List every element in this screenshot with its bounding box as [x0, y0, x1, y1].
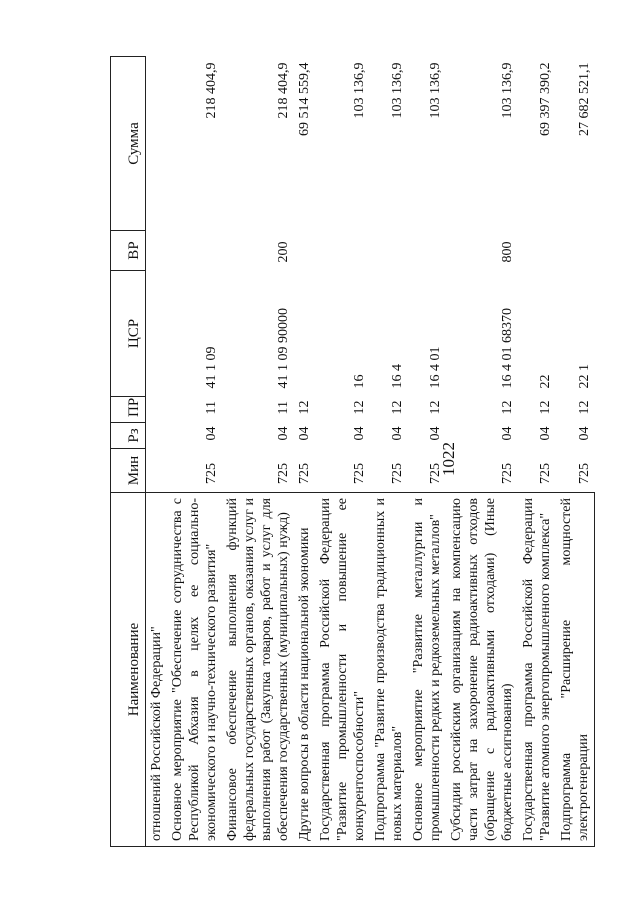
- row-csr: 16 4: [390, 364, 405, 389]
- row-vr: [370, 231, 408, 271]
- row-name: Государственная программа Российской Федерации "Развитие атомного энергопромышленного комплекса": [518, 493, 556, 847]
- row-sum: 218 404,9: [204, 62, 219, 119]
- row-rz: 04: [204, 426, 219, 441]
- row-vr: [315, 231, 370, 271]
- row-pr: [146, 397, 168, 423]
- row-vr: 200: [276, 241, 291, 263]
- row-name: Другие вопросы в области национальной экономики: [294, 493, 315, 847]
- row-name: отношений Российской Федерации": [146, 493, 168, 847]
- row-vr: 800: [500, 241, 515, 263]
- row-csr: 41 1 09 90000: [276, 308, 291, 389]
- row-csr: 16 4 01 68370: [500, 308, 515, 389]
- row-sum: 103 136,9: [428, 62, 443, 119]
- header-rz: Рз: [111, 423, 146, 449]
- row-name: Основное мероприятие "Развитие металлургии и промышленности редких и редкоземельных металлов": [408, 493, 446, 847]
- row-csr: 22 1: [576, 364, 592, 389]
- row-min: [146, 449, 168, 493]
- table-row: [222, 57, 294, 847]
- row-rz: 04: [538, 426, 553, 441]
- table-row: [315, 57, 370, 847]
- row-sum: [146, 57, 168, 231]
- row-min: 725: [428, 463, 443, 484]
- row-sum: 27 682 521,1: [576, 62, 592, 136]
- row-rz: 04: [576, 426, 592, 441]
- row-pr: 12: [352, 400, 367, 415]
- row-vr: [146, 231, 168, 271]
- budget-table: [110, 56, 595, 847]
- row-rz: 04: [500, 426, 515, 441]
- row-rz: 04: [276, 426, 291, 441]
- row-min: 725: [500, 463, 515, 484]
- table-row: [446, 57, 518, 847]
- table-row: [556, 57, 595, 847]
- row-csr: [294, 271, 315, 397]
- table-row: [518, 57, 556, 847]
- table-row: [408, 57, 446, 847]
- row-csr: 16 4 01: [428, 346, 443, 389]
- row-rz: 04: [352, 426, 367, 441]
- row-pr: 12: [428, 400, 443, 415]
- table-row: [167, 57, 222, 847]
- row-vr: [408, 231, 446, 271]
- row-min: 725: [576, 463, 592, 484]
- row-csr: 41 1 09: [204, 346, 219, 389]
- row-sum: 69 514 559,4: [297, 62, 312, 136]
- row-name: Основное мероприятие "Обеспечение сотрудничества с Республикой Абхазия в целях ее социально-экономического и научно-технического развития": [167, 493, 222, 847]
- row-name: Финансовое обеспечение выполнения функций федеральных государственных органов, оказания услуг и выполнения работ (Закупка товаров, работ и услуг для обеспечения государственных (муниципальных) нужд): [222, 493, 294, 847]
- header-csr: ЦСР: [111, 271, 146, 397]
- row-pr: 12: [390, 400, 405, 415]
- row-rz: 04: [297, 426, 312, 441]
- row-vr: [294, 231, 315, 271]
- row-vr: [518, 231, 556, 271]
- header-vr: ВР: [111, 231, 146, 271]
- row-min: 725: [390, 463, 405, 484]
- row-pr: 12: [297, 400, 312, 415]
- row-sum: 103 136,9: [390, 62, 405, 119]
- row-min: 725: [276, 463, 291, 484]
- row-sum: 103 136,9: [352, 62, 367, 119]
- row-name: Субсидии российским организациям на компенсацию части затрат на захоронение радиоактивных отходов (обращение с радиоактивными отходами) (Иные бюджетные ассигнования): [446, 493, 518, 847]
- row-vr: [556, 231, 595, 271]
- row-pr: 11: [276, 401, 291, 415]
- header-min: Мин: [111, 449, 146, 493]
- row-pr: 12: [538, 400, 553, 415]
- row-name: Подпрограмма "Развитие производства традиционных и новых материалов": [370, 493, 408, 847]
- row-sum: 103 136,9: [500, 62, 515, 119]
- row-sum: 218 404,9: [276, 62, 291, 119]
- row-min: 725: [352, 463, 367, 484]
- row-vr: [167, 231, 222, 271]
- row-pr: 11: [204, 401, 219, 415]
- rotated-page: [110, 57, 615, 847]
- row-pr: 12: [576, 400, 592, 415]
- table-header-row: [111, 57, 146, 847]
- row-pr: 12: [500, 400, 515, 415]
- header-pr: ПР: [111, 397, 146, 423]
- row-rz: [146, 423, 168, 449]
- row-sum: 69 397 390,2: [538, 62, 553, 136]
- row-csr: 16: [352, 374, 367, 389]
- header-name: Наименование: [111, 493, 146, 847]
- row-name: Государственная программа Российской Федерации "Развитие промышленности и повышение ее конкурентоспособности": [315, 493, 370, 847]
- row-rz: 04: [428, 426, 443, 441]
- table-row: [370, 57, 408, 847]
- row-csr: [146, 271, 168, 397]
- row-min: 725: [538, 463, 553, 484]
- row-min: 725: [297, 463, 312, 484]
- table-row: [146, 57, 168, 847]
- row-min: 725: [204, 463, 219, 484]
- page-number: 1022: [439, 442, 458, 476]
- header-sum: Сумма: [111, 57, 146, 231]
- row-name: Подпрограмма "Расширение мощностей электрогенерации: [556, 493, 595, 847]
- table-row: [294, 57, 315, 847]
- row-rz: 04: [390, 426, 405, 441]
- row-csr: 22: [538, 374, 553, 389]
